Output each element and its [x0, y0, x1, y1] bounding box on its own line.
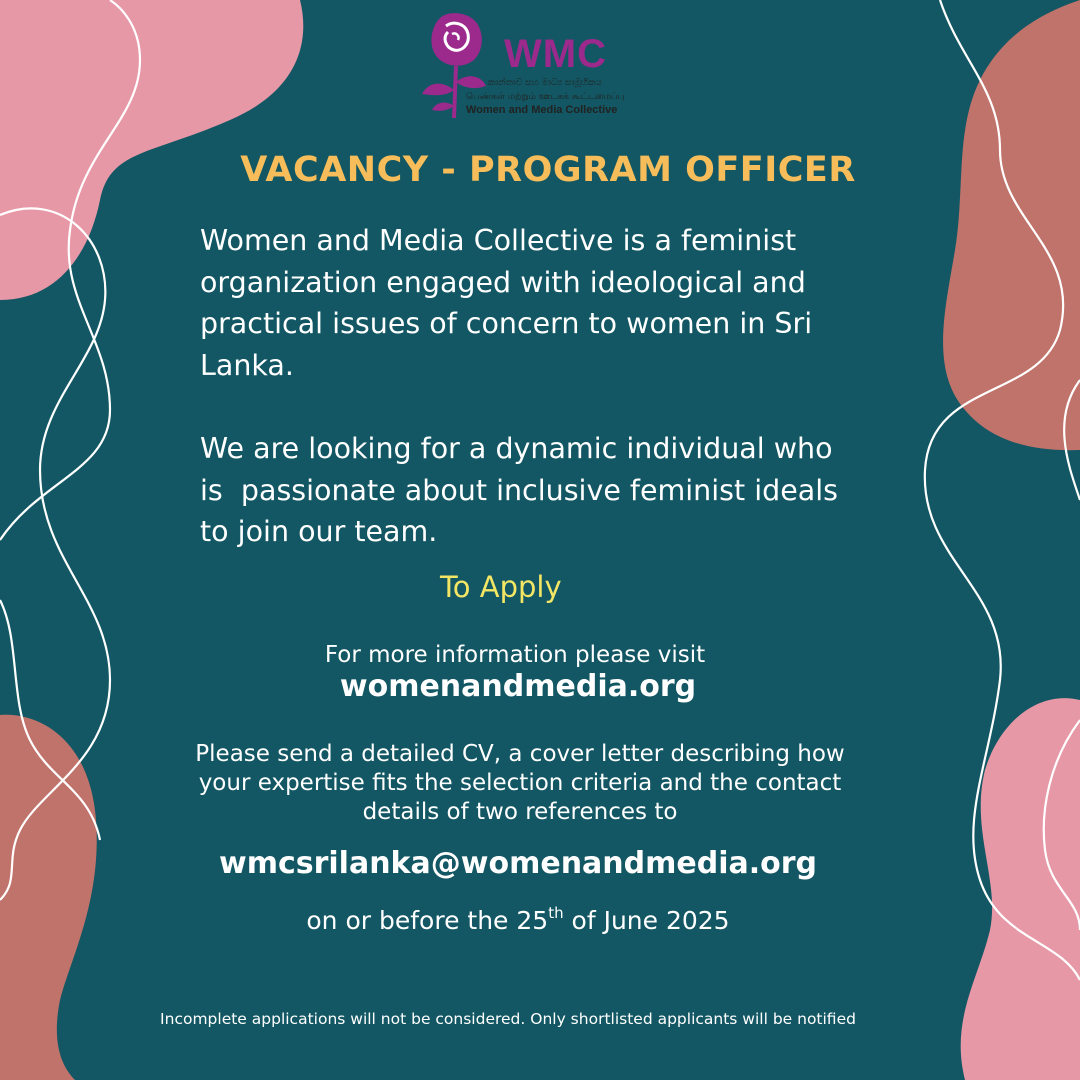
- deadline-before: on or before the 25: [306, 906, 549, 935]
- intro-line: practical issues of concern to women in Sri: [200, 307, 813, 340]
- deadline-ordinal-suffix: th: [548, 904, 564, 922]
- logo-tamil-name: பெண்கள் மற்றும் ஊடகக் கூட்டமைப்பு: [466, 92, 625, 102]
- wmc-logo: [418, 10, 688, 122]
- logo-english-name: Women and Media Collective: [466, 104, 618, 116]
- more-info-text: For more information please visit: [324, 642, 706, 668]
- instruction-line: your expertise fits the selection criteria and the contact: [198, 770, 842, 796]
- apply-heading: To Apply: [440, 570, 562, 604]
- website-link[interactable]: womenandmedia.org: [339, 669, 697, 704]
- instruction-line: details of two references to: [362, 799, 678, 825]
- logo-sinhala-name: කාන්තාව සහ මාධ්‍ය සාමූහිකය: [488, 78, 602, 88]
- deadline-after: of June 2025: [563, 906, 730, 935]
- looking-for-line: to join our team.: [200, 515, 438, 548]
- intro-line: Women and Media Collective is a feminist: [200, 224, 797, 257]
- logo-abbreviation: WMC: [504, 32, 607, 76]
- instruction-line: Please send a detailed CV, a cover letter describing how: [195, 741, 845, 767]
- looking-for-line: We are looking for a dynamic individual who: [200, 432, 833, 465]
- deadline-text: [0, 906, 1036, 935]
- application-instructions: [150, 740, 890, 827]
- email-address-link[interactable]: wmcsrilanka@womenandmedia.org: [218, 846, 818, 881]
- intro-line: Lanka.: [200, 348, 294, 382]
- intro-line: organization engaged with ideological and: [200, 265, 806, 299]
- footnote: Incomplete applications will not be considered. Only shortlisted applicants will be notified: [160, 1010, 856, 1028]
- looking-for-line: is passionate about inclusive feminist ideals: [200, 473, 839, 507]
- looking-for-paragraph: [200, 428, 900, 553]
- intro-paragraph: [200, 220, 900, 386]
- terracotta-blob-right: [943, 0, 1080, 450]
- vacancy-title: VACANCY - PROGRAM OFFICER: [240, 150, 856, 190]
